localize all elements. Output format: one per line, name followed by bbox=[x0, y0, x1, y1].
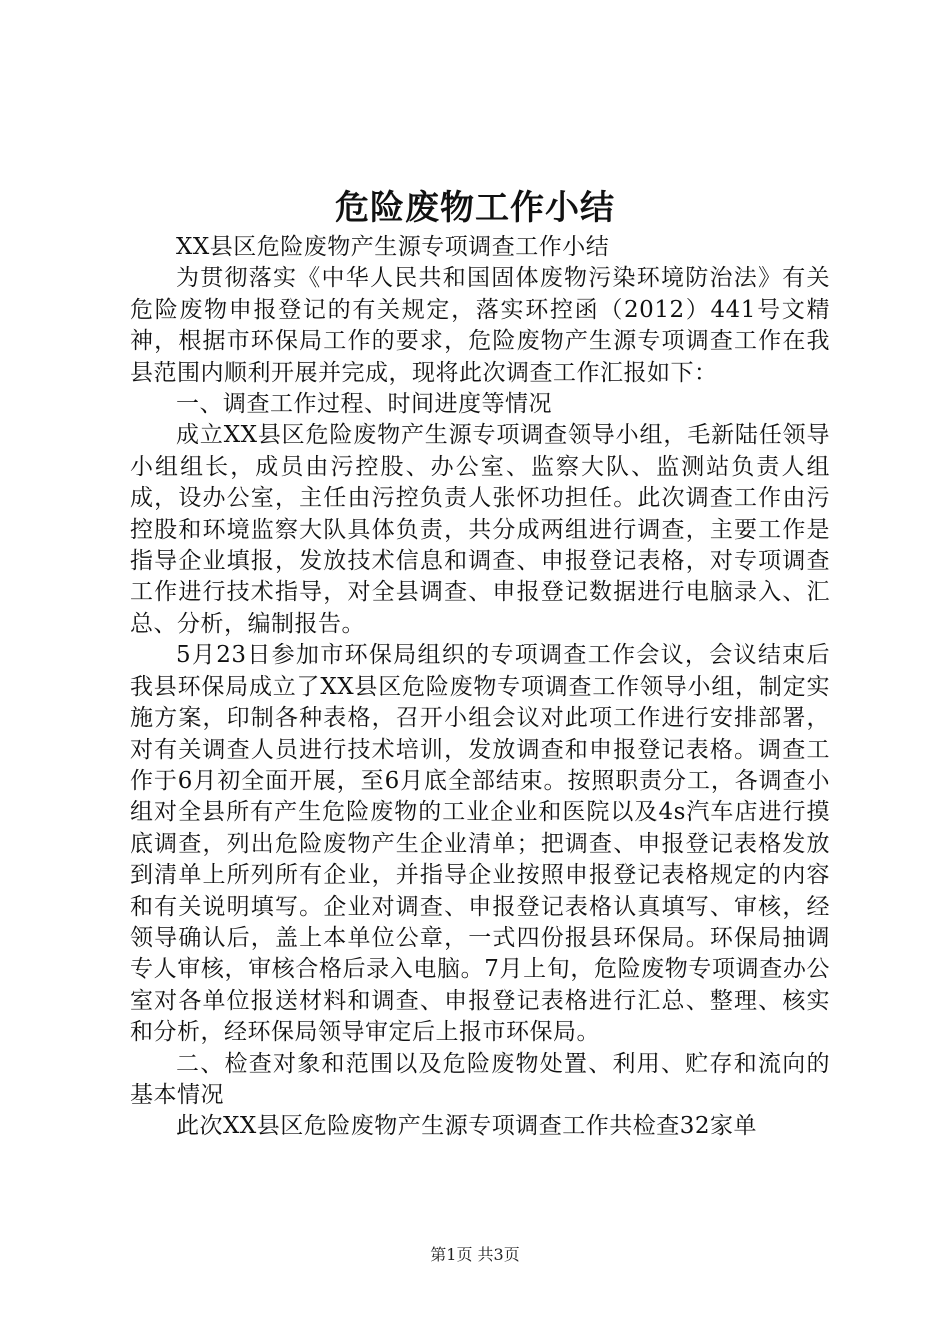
section-heading-1: 一、调查工作过程、时间进度等情况 bbox=[176, 391, 552, 418]
paragraph-subtitle: XX县区危险废物产生源专项调查工作小结 bbox=[176, 234, 610, 260]
page-number-footer: 第1页 共3页 bbox=[430, 1245, 520, 1264]
document-title: 危险废物工作小结 bbox=[335, 188, 615, 228]
paragraph-scope: 此次XX县区危险废物产生源专项调查工作共检查32家单 bbox=[176, 1113, 758, 1140]
section-heading-2: 二、检查对象和范围以及危险废物处置、利用、贮存和流向的基本情况 bbox=[130, 1050, 830, 1108]
document-body bbox=[130, 232, 830, 1143]
paragraph-team: 成立XX县区危险废物产生源专项调查领导小组，毛新陆任领导小组组长，成员由污控股、办公室、监察大队、监测站负责人组成，设办公室，主任由污控负责人张怀功担任。此次调查工作由污控股和环境监察大队具体负责，共分成两组进行调查，主要工作是指导企业填报，发放技术信息和调查、申报登记表格，对专项调查工作进行技术指导，对全县调查、申报登记数据进行电脑录入、汇总、分析，编制报告。 bbox=[130, 422, 830, 637]
paragraph-intro: 为贯彻落实《中华人民共和国固体废物污染环境防治法》有关危险废物申报登记的有关规定，落实环控函（2012）441号文精神，根据市环保局工作的要求，危险废物产生源专项调查工作在我县范围内顺利开展并完成，现将此次调查工作汇报如下： bbox=[130, 265, 830, 386]
paragraph-process: 5月23日参加市环保局组织的专项调查工作会议，会议结束后我县环保局成立了XX县区危险废物专项调查工作领导小组，制定实施方案，印制各种表格，召开小组会议对此项工作进行安排部署，对有关调查人员进行技术培训，发放调查和申报登记表格。调查工作于6月初全面开展，至6月底全部结束。按照职责分工，各调查小组对全县所有产生危险废物的工业企业和医院以及4s汽车店进行摸底调查，列出危险废物产生企业清单；把调查、申报登记表格发放到清单上所列所有企业，并指导企业按照申报登记表格规定的内容和有关说明填写。企业对调查、申报登记表格认真填写、审核，经领导确认后，盖上本单位公章，一式四份报县环保局。环保局抽调专人审核，审核合格后录入电脑。7月上旬，危险废物专项调查办公室对各单位报送材料和调查、申报登记表格进行汇总、整理、核实和分析，经环保局领导审定后上报市环保局。 bbox=[130, 642, 830, 1046]
